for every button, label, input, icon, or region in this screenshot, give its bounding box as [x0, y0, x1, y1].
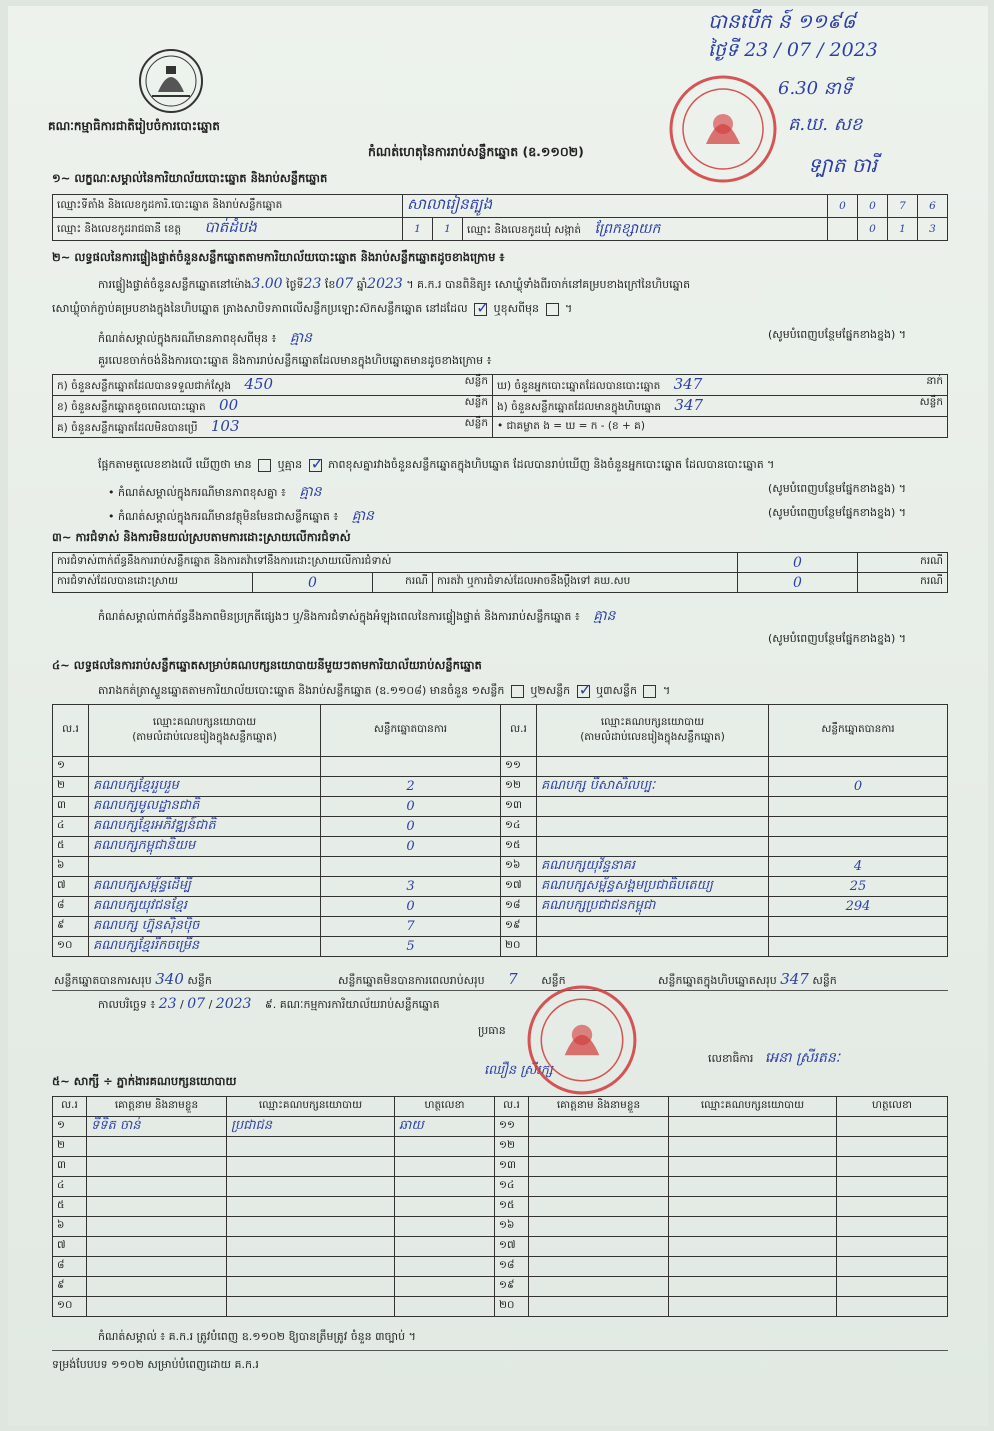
witness-name — [87, 1197, 227, 1217]
witness-name — [529, 1257, 669, 1277]
table-row — [53, 1197, 948, 1217]
resolved-label: ការជំទាស់ដែលបានដោះស្រាយ — [53, 573, 253, 593]
handwritten-org: គ.ឃ. សខ — [788, 114, 863, 135]
three-sheets-checkbox[interactable] — [643, 685, 656, 698]
party-votes — [321, 757, 501, 777]
count-item-e: ង) ចំនួនសន្លឹកឆ្នោតដែលមានក្នុងហិបឆ្នោត 347 សន្លឹក — [493, 396, 948, 417]
difference-note: កំណត់សម្គាល់ក្នុងករណីមានភាពខុសពីមុន ៖ គ្មាន — [98, 330, 313, 346]
witness-name — [529, 1117, 669, 1137]
witness-signature — [395, 1217, 495, 1237]
witness-party — [669, 1117, 837, 1137]
party-name: គណបក្សខ្មែររីកចម្រើន — [89, 937, 321, 957]
province-digit: 1 — [433, 218, 463, 241]
row-number: ៦ — [53, 1217, 87, 1237]
party-votes: 4 — [769, 857, 948, 877]
foreign-object-note: • កំណត់សម្គាល់ក្នុងករណីមានវត្ថុមិនមែនជាសន្លឹកឆ្នោត ៖ គ្មាន — [108, 508, 374, 524]
discrepancy-note: • កំណត់សម្គាល់ក្នុងករណីមានភាពខុសគ្នា ៖ គ្មាន — [108, 484, 322, 500]
witness-party — [227, 1157, 395, 1177]
foreign-object-suffix: (សូមបំពេញបន្ថែមផ្នែកខាងខ្នង) ។ — [768, 506, 907, 519]
table-row — [53, 1157, 948, 1177]
code-digit: 7 — [888, 195, 918, 218]
witness-signature — [837, 1157, 948, 1177]
secretary-row: លេខាធិការ អេនា ស្រីរតនៈ — [708, 1050, 840, 1066]
party-name: គណបក្សកម្ពុជានិយម — [89, 837, 321, 857]
witness-signature — [395, 1237, 495, 1257]
row-number: ១០ — [53, 937, 89, 957]
table-row — [53, 1257, 948, 1277]
row-number: ១៨ — [501, 897, 537, 917]
table-row — [53, 1277, 948, 1297]
witness-party — [227, 1137, 395, 1157]
witness-party — [669, 1217, 837, 1237]
party-name — [89, 857, 321, 877]
witness-name — [529, 1137, 669, 1157]
row-number: ៨ — [53, 897, 89, 917]
witness-signature — [837, 1197, 948, 1217]
discrepancy-no-checkbox[interactable] — [309, 459, 322, 472]
witness-name — [529, 1197, 669, 1217]
totals-row: សន្លឹកឆ្នោតបានការសរុប 340 សន្លឹក — [54, 970, 212, 988]
table-row — [53, 937, 948, 957]
witness-signature: ឆាយ — [395, 1117, 495, 1137]
signing-date: កាលបរិច្ឆេទ ៖ 23 / 07 / 2023 ៩. គណៈកម្មការការិយាល័យរាប់សន្លឹកឆ្នោត — [98, 996, 440, 1012]
resolved-value: 0 — [253, 573, 373, 593]
witness-signature — [395, 1257, 495, 1277]
witness-party — [669, 1197, 837, 1217]
table-row — [53, 857, 948, 877]
row-number: ៣ — [53, 797, 89, 817]
witness-party — [227, 1257, 395, 1277]
witness-party — [227, 1177, 395, 1197]
count-item-c: គ) ចំនួនសន្លឹកឆ្នោតដែលមិនបានប្រើ 103 សន្លឹក — [53, 417, 493, 438]
party-name — [537, 797, 769, 817]
witness-party — [669, 1177, 837, 1197]
province-digit: 1 — [403, 218, 433, 241]
witness-party — [669, 1137, 837, 1157]
party-votes — [769, 937, 948, 957]
witness-signature — [837, 1237, 948, 1257]
section2-title: ២~ លទ្ធផលនៃការផ្ទៀងផ្ទាត់ចំនួនសន្លឹកឆ្នោតតាមការិយាល័យបោះឆ្នោត និងរាប់សន្លឹកឆ្នោតដូចខាងក្រោម ៖ — [52, 250, 505, 264]
witness-party: ប្រជាជន — [227, 1117, 395, 1137]
table-row — [53, 1297, 948, 1317]
discrepancy-note-suffix: (សូមបំពេញបន្ថែមផ្នែកខាងខ្នង) ។ — [768, 482, 907, 495]
table-row — [53, 1117, 948, 1137]
row-number: ១៦ — [501, 857, 537, 877]
row-number: ១ — [53, 757, 89, 777]
appeal-label: ការតវ៉ា ឬការជំទាស់ដែលអាចនឹងប្តឹងទៅ គឃ.សប — [433, 573, 738, 593]
party-votes: 294 — [769, 897, 948, 917]
row-number: ១២ — [501, 777, 537, 797]
witness-name — [529, 1277, 669, 1297]
party-name: គណបក្ស បីសាសិលប្បៈ — [537, 777, 769, 797]
witness-signature — [395, 1197, 495, 1217]
handwritten-date: ថ្ងៃទី 23 / 07 / 2023 — [708, 39, 878, 61]
row-number: ១៩ — [495, 1277, 529, 1297]
commune-label: ឈ្មោះ និងលេខកូដឃុំ សង្កាត់ — [467, 223, 582, 236]
row-number: ១ — [53, 1117, 87, 1137]
one-sheet-checkbox[interactable] — [511, 685, 524, 698]
party-votes — [769, 817, 948, 837]
document-page — [8, 6, 988, 1426]
table-row — [53, 757, 948, 777]
party-name: គណបក្សយុវ័ន្ទនាគរ — [537, 857, 769, 877]
row-number: ៧ — [53, 1237, 87, 1257]
row-number: ១៨ — [495, 1257, 529, 1277]
code-digit: 0 — [858, 195, 888, 218]
row-number: ៥ — [53, 1197, 87, 1217]
row-number: ១៥ — [495, 1197, 529, 1217]
witness-table: ល.រ គោត្តនាម និងនាមខ្លួន ឈ្មោះគណបក្សនយោបាយ ហត្ថលេខា ល.រ គោត្តនាម និងនាមខ្លួន ឈ្មោះគណបក្សនយោបាយ ហត្ថលេខា ១ ទីទិត ចាន់ ប្រជាជន ឆាយ ១១ ២ ១២ ៣ ១៣ ៤ ១៤ ៥ ១៥ ៦ ១៦ ៧ ១៧ ៨ ១៨ ៩ ១៩ ១០ ២០ — [52, 1096, 948, 1317]
witness-name — [87, 1257, 227, 1277]
difference-note-suffix: (សូមបំពេញបន្ថែមផ្នែកខាងខ្នង) ។ — [768, 328, 907, 341]
party-name: គណបក្ស ហ្វ៊ុនស៊ិនប៉ិច — [89, 917, 321, 937]
changed-checkbox[interactable] — [546, 303, 559, 316]
province-row — [53, 218, 403, 241]
row-number: ១៧ — [495, 1237, 529, 1257]
province-label: ឈ្មោះ និងលេខកូដរាជធានី ខេត្ត — [57, 223, 182, 235]
witness-party — [669, 1277, 837, 1297]
commune-row — [463, 218, 828, 241]
witness-name — [529, 1297, 669, 1317]
row-number: ១២ — [495, 1137, 529, 1157]
row-number: ៥ — [53, 837, 89, 857]
witness-party — [227, 1277, 395, 1297]
province-value: បាត់ដំបង — [204, 218, 257, 236]
form-footer: ទម្រង់បែបបទ ១១០២ សម្រាប់បំពេញដោយ គ.ក.រ — [52, 1358, 259, 1371]
witness-name — [87, 1237, 227, 1257]
witness-party — [669, 1257, 837, 1277]
chair-label: ប្រធាន — [478, 1024, 506, 1037]
party-results-table: ល.រ ឈ្មោះគណបក្សនយោបាយ (តាមលំដាប់លេខរៀងក្នុងសន្លឹកឆ្នោត) សន្លឹកឆ្នោតបានការ ល.រ ឈ្មោះគណបក្សនយោបាយ (តាមលំដាប់លេខរៀងក្នុងសន្លឹកឆ្នោត) សន្លឹកឆ្នោតបានការ ១ ១១ ២ គណបក្សខ្មែររួបរួម 2 ១២ គណបក្ស បីសាសិលប្បៈ 0 ៣ គណបក្សមូលដ្ឋានជាតិ 0 ១៣ ៤ គណបក្សខ្មែរអភិវឌ្ឍន៍ជាតិ 0 ១៤ ៥ គណបក្សកម្ពុជានិយម 0 ១៥ ៦ ១៦ គណបក្សយុវ័ន្ទនាគរ 4 ៧ គណបក្សសម្ព័ន្ធដើម្បី 3 ១៧ គណបក្សសម្ព័ន្ធសង្គមប្រជាធិបតេយ្យ 25 ៨ គណបក្សយុវជនខ្មែរ 0 ១៨ គណបក្សប្រជាជនកម្ពុជា 294 ៩ គណបក្ស ហ្វ៊ុនស៊ិនប៉ិច 7 ១៩ ១០ គណបក្សខ្មែររីកចម្រើន 5 ២០ — [52, 704, 948, 957]
row-number: ១១ — [495, 1117, 529, 1137]
witness-signature — [395, 1297, 495, 1317]
row-number: ៨ — [53, 1257, 87, 1277]
row-number: ១៧ — [501, 877, 537, 897]
witness-party — [669, 1297, 837, 1317]
commune-digit: 1 — [888, 218, 918, 241]
row-number: ១៦ — [495, 1217, 529, 1237]
row-number: ៧ — [53, 877, 89, 897]
party-name — [537, 937, 769, 957]
row-number: ២០ — [501, 937, 537, 957]
row-number: ២ — [53, 1137, 87, 1157]
party-votes: 0 — [321, 897, 501, 917]
row-number: ១៣ — [495, 1157, 529, 1177]
row-number: ១៤ — [495, 1177, 529, 1197]
handwritten-time: 6.30 នាទី — [778, 78, 853, 99]
row-number: ១៣ — [501, 797, 537, 817]
party-name: គណបក្សយុវជនខ្មែរ — [89, 897, 321, 917]
handwritten-name: ទ្បាត ចារី — [808, 153, 878, 177]
party-votes: 7 — [321, 917, 501, 937]
witness-name — [87, 1137, 227, 1157]
witness-name — [529, 1217, 669, 1237]
discrepancy-para: ផ្អែកតាមតួលេខខាងលើ ឃើញថា មាន ឬគ្មាន ✓ ភាពខុសគ្នារវាងចំនួនសន្លឹកឆ្នោតក្នុងហិបឆ្នោត ដែលបានរាប់ឃើញ និងចំនួនអ្នកបោះឆ្នោត ដែលបានបោះឆ្នោត ។ — [98, 458, 774, 474]
witness-signature — [395, 1177, 495, 1197]
party-votes — [769, 917, 948, 937]
witness-name: ទីទិត ចាន់ — [87, 1117, 227, 1137]
row-number: ៦ — [53, 857, 89, 877]
row-number: ៣ — [53, 1157, 87, 1177]
party-votes: 2 — [321, 777, 501, 797]
row-number: ១៥ — [501, 837, 537, 857]
committee-name: គណៈកម្មាធិការជាតិរៀបចំការបោះឆ្នោត — [48, 119, 220, 133]
witness-name — [87, 1157, 227, 1177]
witness-party — [227, 1217, 395, 1237]
row-number: ១៩ — [501, 917, 537, 937]
table-row — [53, 1237, 948, 1257]
party-votes: 0 — [321, 797, 501, 817]
commune-value: ព្រែកខ្សាយក — [594, 220, 661, 237]
witness-signature — [837, 1257, 948, 1277]
witness-signature — [837, 1277, 948, 1297]
table-row — [53, 1177, 948, 1197]
witness-name — [87, 1297, 227, 1317]
section4-title: ៤~ លទ្ធផលនៃការរាប់សន្លឹកឆ្នោតសម្រាប់គណបក្សនយោបាយនីមួយៗតាមការិយាល័យរាប់សន្លឹកឆ្នោត — [52, 658, 482, 672]
witness-signature — [837, 1217, 948, 1237]
party-name: គណបក្សប្រជាជនកម្ពុជា — [537, 897, 769, 917]
table-row — [53, 897, 948, 917]
location-value: សាលារៀនត្បូង — [403, 195, 828, 218]
party-name — [537, 757, 769, 777]
section5-title: ៥~ សាក្សី ÷ ភ្នាក់ងារគណបក្សនយោបាយ — [52, 1074, 237, 1088]
row-number: ២០ — [495, 1297, 529, 1317]
party-name: គណបក្សមូលដ្ឋានជាតិ — [89, 797, 321, 817]
party-votes — [321, 857, 501, 877]
two-sheets-checkbox[interactable] — [577, 685, 590, 698]
witness-signature — [395, 1137, 495, 1157]
witness-name — [529, 1157, 669, 1177]
complaints-value: 0 — [738, 553, 858, 573]
row-number: ៤ — [53, 817, 89, 837]
row-number: ១៤ — [501, 817, 537, 837]
party-name: គណបក្សសម្ព័ន្ធដើម្បី — [89, 877, 321, 897]
count-intro: គួរលេខចាក់ចង់និងការបោះឆ្នោត និងការរាប់សន្លឹកឆ្នោតដែលមានក្នុងហិបឆ្នោតមានដូចខាងក្រោម ៖ — [98, 354, 492, 367]
row-number: ១១ — [501, 757, 537, 777]
commune-digit: 3 — [918, 218, 948, 241]
seal-para: សោឃ្លុំចាក់ភ្ជាប់គម្របខាងក្នុងនៃហិបឆ្នោត ត្រាងសាបិទភាពលើសន្លឹកប្រឡោះស៊កសន្លឹកឆ្នោត នៅដដែល ✓ ឬខុសពីមុន ។ — [52, 302, 572, 318]
location-label: ឈ្មោះទីតាំង និងលេខកូដការិ.បោះឆ្នោត និងរាប់សន្លឹកឆ្នោត — [53, 195, 403, 218]
party-votes: 0 — [769, 777, 948, 797]
table-row — [53, 917, 948, 937]
count-item-a: ក) ចំនួនសន្លឹកឆ្នោតដែលបានទទួលជាក់ស្តែង 450 សន្លឹក — [53, 375, 493, 396]
witness-name — [87, 1217, 227, 1237]
box-total: សន្លឹកឆ្នោតក្នុងហិបឆ្នោតសរុប 347 សន្លឹក — [658, 970, 837, 988]
commune-digit: 0 — [858, 218, 888, 241]
witness-name — [87, 1277, 227, 1297]
witness-name — [529, 1237, 669, 1257]
witness-signature — [837, 1297, 948, 1317]
section3-title: ៣~ ការជំទាស់ និងការមិនយល់ស្របតាមការដោះស្រាយលើការជំទាស់ — [52, 530, 351, 544]
row-number: ៩ — [53, 1277, 87, 1297]
tally-sheet-count: តារាងកត់ត្រាស្ទួនឆ្នោតតាមការិយាល័យបោះឆ្នោត និងរាប់សន្លឹកឆ្នោត (ឧ.១១០៨) មានចំនួន ១សន្លឹក ឬ២សន្លឹក ✓ ឬ៣សន្លឹក ។ — [98, 684, 670, 700]
witness-signature — [395, 1277, 495, 1297]
witness-party — [227, 1237, 395, 1257]
code-digit: 0 — [828, 195, 858, 218]
row-number: ១០ — [53, 1297, 87, 1317]
party-name: គណបក្សខ្មែររួបរួម — [89, 777, 321, 797]
witness-name — [87, 1177, 227, 1197]
count-formula: • ជាគម្លាត ង = ឃ = ក - (ខ + គ) — [493, 417, 948, 438]
unchanged-checkbox[interactable] — [474, 303, 487, 316]
party-votes: 5 — [321, 937, 501, 957]
appeal-value: 0 — [738, 573, 858, 593]
table-row — [53, 817, 948, 837]
complaints-label: ការជំទាស់ពាក់ព័ន្ធនឹងការរាប់សន្លឹកឆ្នោត និងការតវ៉ាទៅនឹងការដោះស្រាយលើការជំទាស់ — [53, 553, 738, 573]
row-number: ២ — [53, 777, 89, 797]
invalid-total: សន្លឹកឆ្នោតមិនបានការពេលរាប់សរុប 7 សន្លឹក — [338, 970, 566, 988]
party-votes: 3 — [321, 877, 501, 897]
witness-party — [669, 1157, 837, 1177]
witness-party — [227, 1297, 395, 1317]
section1-title: ១~ លក្ខណៈសម្គាល់នៃការិយាល័យបោះឆ្នោត និងរាប់សន្លឹកឆ្នោត — [52, 171, 328, 185]
table-row — [53, 877, 948, 897]
witness-party — [227, 1197, 395, 1217]
irregularity-note: កំណត់សម្គាល់ពាក់ព័ន្ធនឹងភាពមិនប្រក្រតីផ្សេងៗ ឬ/និងការជំទាស់ក្នុងអំឡុងពេលនៃការផ្ទៀងផ្ទាត់ និងការរាប់សន្លឹកឆ្នោត ៖ គ្មាន — [98, 608, 616, 624]
row-number: ៩ — [53, 917, 89, 937]
party-name — [537, 817, 769, 837]
verification-para: ការផ្ទៀងផ្ទាត់ចំនួនសន្លឹកឆ្នោតនៅម៉ោង3.00 ថ្ងៃទី23 ខែ07 ឆ្នាំ2023 ។ គ.ក.រ បានពិនិត្យ៖ សោឃ្លុំទាំងពីរចាក់នៅគម្របខាងក្រៅនៃហិបឆ្នោត — [98, 276, 691, 292]
party-votes: 0 — [321, 817, 501, 837]
party-votes — [769, 837, 948, 857]
count-table — [52, 374, 948, 438]
witness-name — [529, 1177, 669, 1197]
chair-name: ឈឿន ស្រីរក្ស — [484, 1063, 553, 1078]
table-row — [53, 837, 948, 857]
party-name: គណបក្សសម្ព័ន្ធសង្គមប្រជាធិបតេយ្យ — [537, 877, 769, 897]
party-votes: 25 — [769, 877, 948, 897]
witness-footnote: កំណត់សម្គាល់ ៖ គ.ក.រ ត្រូវបំពេញ ឧ.១១០២ ឱ្យបានត្រឹមត្រូវ ចំនួន ៣ច្បាប់ ។ — [98, 1330, 416, 1343]
section1-table — [52, 194, 948, 241]
count-item-d: ឃ) ចំនួនអ្នកបោះឆ្នោតដែលបានបោះឆ្នោត 347 នាក់ — [493, 375, 948, 396]
form-title: កំណត់ហេតុនៃការរាប់សន្លឹកឆ្នោត (ឧ.១១០២) — [368, 144, 584, 159]
party-votes: 0 — [321, 837, 501, 857]
table-row — [53, 777, 948, 797]
table-row — [53, 797, 948, 817]
code-digit: 6 — [918, 195, 948, 218]
party-name — [89, 757, 321, 777]
count-item-b: ខ) ចំនួនសន្លឹកឆ្នោតខូចពេលបោះឆ្នោត 00 សន្លឹក — [53, 396, 493, 417]
party-votes — [769, 797, 948, 817]
witness-signature — [837, 1177, 948, 1197]
witness-signature — [837, 1137, 948, 1157]
nec-emblem-logo — [138, 48, 204, 114]
official-stamp-top — [668, 74, 778, 184]
official-stamp-bottom — [526, 984, 638, 1096]
table-row — [53, 1217, 948, 1237]
party-name — [537, 917, 769, 937]
witness-signature — [395, 1157, 495, 1177]
irregularity-suffix: (សូមបំពេញបន្ថែមផ្នែកខាងខ្នង) ។ — [768, 632, 907, 645]
witness-signature — [837, 1117, 948, 1137]
table-row — [53, 1137, 948, 1157]
party-name — [537, 837, 769, 857]
party-votes — [769, 757, 948, 777]
handwritten-receipt-no: បានបើក ន៍ ១១៩៨ — [708, 9, 856, 33]
complaints-table: ការជំទាស់ពាក់ព័ន្ធនឹងការរាប់សន្លឹកឆ្នោត និងការតវ៉ាទៅនឹងការដោះស្រាយលើការជំទាស់ 0 ករណី ការជំទាស់ដែលបានដោះស្រាយ 0 ករណី ការតវ៉ា ឬការជំទាស់ដែលអាចនឹងប្តឹងទៅ គឃ.សប 0 ករណី — [52, 552, 948, 593]
row-number: ៤ — [53, 1177, 87, 1197]
witness-party — [669, 1237, 837, 1257]
party-name: គណបក្សខ្មែរអភិវឌ្ឍន៍ជាតិ — [89, 817, 321, 837]
discrepancy-yes-checkbox[interactable] — [258, 459, 271, 472]
